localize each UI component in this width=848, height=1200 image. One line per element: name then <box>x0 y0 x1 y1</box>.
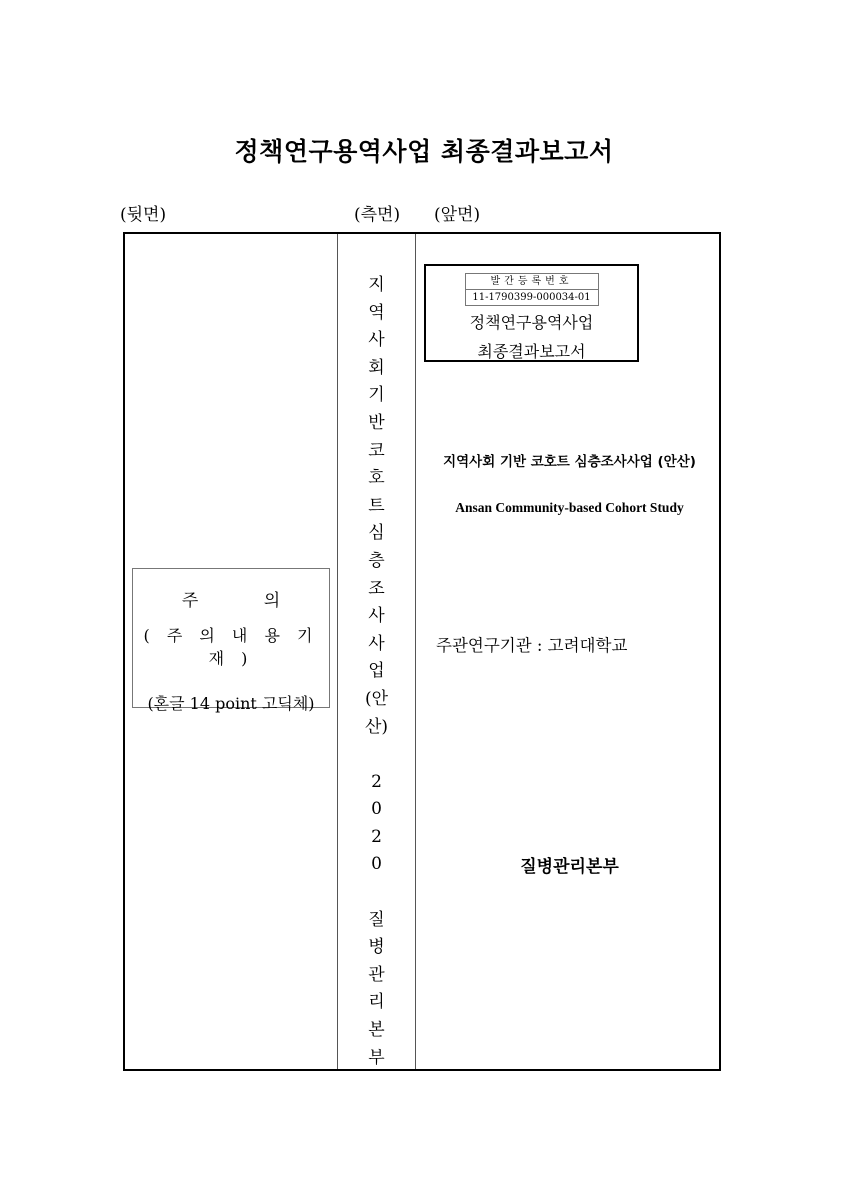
spine-char: 사 <box>368 606 385 627</box>
spine-agency-char: 본 <box>368 1020 385 1041</box>
spine-agency-char: 병 <box>368 937 385 958</box>
spine-char: 조 <box>368 578 385 599</box>
spine-char: 산) <box>364 716 389 737</box>
spine-year-digit: 2 <box>371 771 382 792</box>
spine-char: 역 <box>368 302 385 323</box>
agency-name: 질병관리본부 <box>520 857 619 877</box>
spine-char: 업 <box>368 661 385 682</box>
spine-char: 반 <box>368 412 385 433</box>
spine-year-digit: 2 <box>371 826 382 847</box>
notice-font-spec: (혼글 14 point 고딕체) <box>147 694 315 713</box>
spine-char: 사 <box>368 633 385 654</box>
spine-agency-char: 질 <box>368 909 385 930</box>
project-title-korean: 지역사회 기반 코호트 심층조사사업 (안산) <box>443 454 696 470</box>
spine-char: 회 <box>368 357 385 378</box>
report-type-line1: 정책연구용역사업 <box>469 313 594 332</box>
registration-number: 11-1790399-000034-01 <box>472 292 591 303</box>
spine-agency-char: 관 <box>368 964 385 985</box>
notice-content: ( 주 의 내 용 기 재 ) <box>143 626 319 668</box>
spine-char: (안 <box>364 688 389 709</box>
spine-front-divider <box>415 234 416 1069</box>
spine-text <box>338 272 415 1072</box>
spine-char: 사 <box>368 330 385 351</box>
spine-char: 층 <box>368 550 385 571</box>
registration-header: 발간등록번호 <box>466 274 598 290</box>
spine-year-digit: 0 <box>371 799 382 820</box>
spine-char: 트 <box>368 495 385 516</box>
cover-layout-frame <box>123 232 721 1071</box>
spine-char: 기 <box>368 385 385 406</box>
spine-agency-char: 리 <box>368 992 385 1013</box>
spine-char: 지 <box>368 275 385 295</box>
registration-box <box>424 264 639 362</box>
spine-agency-char: 부 <box>368 1047 385 1068</box>
spine-gap <box>338 741 415 769</box>
spine-gap <box>338 879 415 907</box>
back-side-label: (뒷면) <box>120 205 167 225</box>
front-side-label: (앞면) <box>434 205 481 225</box>
lead-institution: 주관연구기관 : 고려대학교 <box>436 636 628 655</box>
spine-side-label: (측면) <box>354 205 401 225</box>
spine-year-digit: 0 <box>371 854 382 875</box>
spine-char: 호 <box>368 468 385 489</box>
report-type-line2: 최종결과보고서 <box>477 342 586 361</box>
spine-char: 심 <box>368 523 385 544</box>
page-title: 정책연구용역사업 최종결과보고서 <box>234 137 614 166</box>
notice-heading: 주 의 <box>181 591 311 611</box>
spine-char: 코 <box>368 440 385 461</box>
registration-table <box>465 273 599 306</box>
project-title-english: Ansan Community-based Cohort Study <box>455 500 684 515</box>
notice-box <box>132 568 330 713</box>
